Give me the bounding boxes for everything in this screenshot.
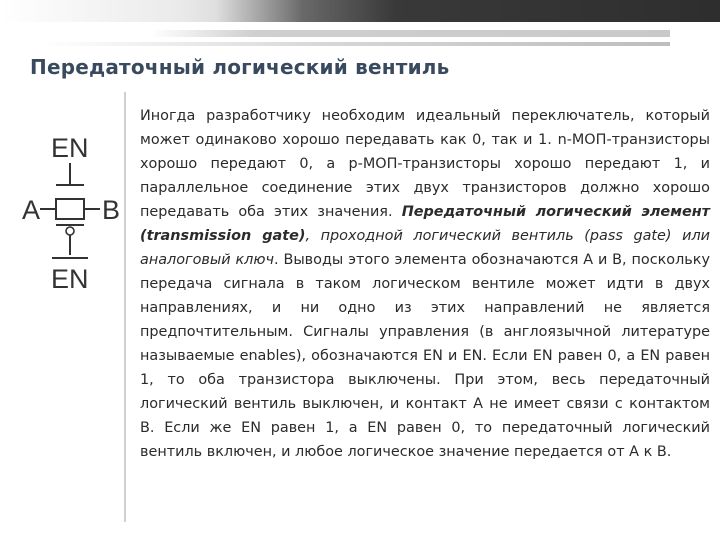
- slide-title: Передаточный логический вентиль: [30, 55, 450, 79]
- term-transmission-gate: Передаточный логический элемент (transmission gate): [140, 204, 711, 244]
- transmission-gate-symbol: [18, 125, 128, 305]
- body-part-2: . Выводы этого элемента обозначаются A и B, поскольку передача сигнала в таком логическом вентиле может идти в двух направлениях, и ни одно из этих направлений не является предпочтительным. Сигналы управления (в англоязычной литературе называемые enables), обозначаются EN и EN. Если EN равен 0, а EN равен 1, то оба транзистора выключены. При этом, весь передаточный логический вентиль выключен, и контакт A не имеет связи с контактом B. Если же EN равен 1, а EN равен 0, то передаточный логический вентиль включен, и любое логическое значение передается от A к B.: [140, 252, 710, 460]
- term-pass-gate: , проходной логический вентиль (pass gate) или аналоговый ключ: [140, 228, 710, 268]
- top-decor-grey-strip: [150, 30, 670, 37]
- top-decor-line: [40, 42, 670, 46]
- symbol-gate-body: [56, 199, 84, 219]
- symbol-en-top-label: EN: [51, 133, 89, 163]
- slide-body: [140, 104, 710, 464]
- body-paragraph: [140, 104, 710, 464]
- symbol-inversion-bubble: [66, 227, 74, 235]
- symbol-en-bottom-label: EN: [51, 264, 89, 294]
- body-part-1: Иногда разработчику необходим идеальный переключатель, который может одинаково хорошо передавать как 0, так и 1. n-МОП-транзисторы хорошо передают 0, а p-МОП-транзисторы хорошо передают 1, и параллельное соединение этих двух транзисторов должно хорошо передавать оба этих значения.: [140, 108, 710, 220]
- top-decor-highlight: [0, 0, 720, 22]
- symbol-b-label: B: [102, 195, 121, 225]
- symbol-a-label: A: [22, 195, 41, 225]
